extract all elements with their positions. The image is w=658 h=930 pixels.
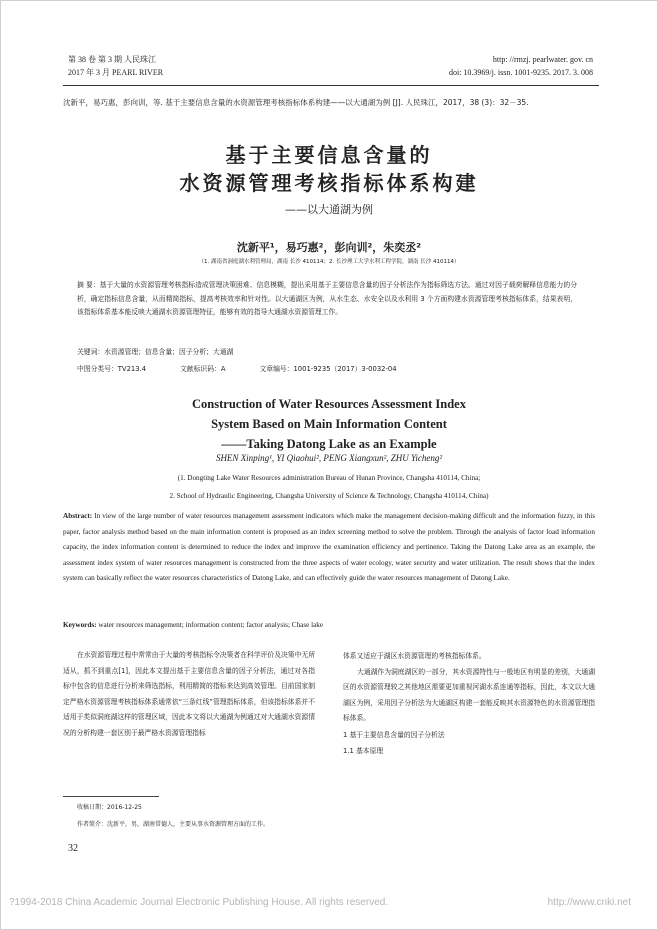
subsection-heading: 1.1 基本原理 <box>343 747 384 755</box>
journal-url[interactable]: http: //rmzj. pearlwater. gov. cn <box>492 55 593 64</box>
chinese-keywords: 关键词：水资源管理；信息含量；因子分析；大通湖 <box>77 348 234 356</box>
footnote-received-date: 收稿日期：2016-12-25 <box>77 804 142 811</box>
english-affiliation-2: 2. School of Hydraulic Engineering, Changsha University of Science & Technology, Changsha 410114, China) <box>169 492 489 500</box>
body-column-right <box>343 648 595 760</box>
chinese-title <box>1 141 657 197</box>
journal-date: 2017 年 3 月 PEARL RIVER <box>68 68 164 77</box>
english-keywords <box>63 621 595 629</box>
chinese-affiliations: （1. 湖南省洞庭湖水利管理局，湖南 长沙 410114；2. 长沙理工大学水利工程学院，湖南 长沙 410114） <box>198 259 460 265</box>
keywords-label: Keywords: <box>63 621 97 629</box>
footnote-author-bio: 作者简介：沈新平，男，湖南常德人，主要从事水资源管理方面的工作。 <box>77 821 270 828</box>
article-number: 文章编号：1001-9235（2017）3-0032-04 <box>259 365 397 373</box>
abstract-label: Abstract: <box>63 512 93 520</box>
english-abstract <box>63 509 595 587</box>
english-affiliations <box>1 469 657 505</box>
english-authors: SHEN Xinping¹, YI Qiaohui², PENG Xiangxun², ZHU Yicheng² <box>215 453 443 463</box>
paragraph: 大通湖作为洞庭湖区的一部分，其水资源特性与一般地区有明显的差别，大通湖区的水资源管理较之其他地区需要更加重视河湖水系连通等指标，因此，本文以大通湖区为例，采用因子分析法为大通湖区构建一套能反映其水资源特色的水资源管理指标体系。 <box>343 667 595 722</box>
running-header-right <box>449 53 593 79</box>
english-title-line-3: ——Taking Datong Lake as an Example <box>221 437 437 451</box>
chinese-abstract: 摘 要：基于大量的水资源管理考核指标造成管理决策困难、信息模糊，提出采用基于主要信息含量的因子分析法作为指标筛选方法。通过对因子载荷解释信息能力的分析，确定指标信息含量，从而精简指标，提高考核效率和针对性。以大通湖区为例，从水生态、水安全以及水利用 3 个方面构建水资源管理考核指标体系，结果表明，该指标体系基本能反映大通湖水资源管理特征，能够有效的指导大通湖水资源管理工作。 <box>77 281 577 316</box>
section-heading: 1 基于主要信息含量的因子分析法 <box>343 730 445 739</box>
classification-line <box>77 363 577 373</box>
journal-volume: 第 38 卷 第 3 期 人民珠江 <box>68 55 156 64</box>
citation: 沈新平，易巧惠，彭向训，等. 基于主要信息含量的水资源管理考核指标体系构建——以大通湖为例 [J]. 人民珠江，2017，38 (3)：32－35. <box>63 98 529 107</box>
english-title-line-2: System Based on Main Information Content <box>211 417 447 431</box>
document-code: 文献标识码：A <box>180 365 226 373</box>
english-title-line-1: Construction of Water Resources Assessment Index <box>192 397 466 411</box>
header-rule <box>63 85 599 86</box>
paragraph-continued: 体系又适应于湖区水资源管理的考核指标体系。 <box>343 652 486 660</box>
chinese-subtitle: ——以大通湖为例 <box>285 203 373 216</box>
chinese-authors: 沈新平¹，易巧惠²，彭向训²，朱奕丞² <box>236 241 422 254</box>
english-affiliation-1: (1. Dongting Lake Water Resources administration Bureau of Hunan Province, Changsha 410114, China; <box>177 474 481 482</box>
clc-number: 中图分类号：TV213.4 <box>77 365 147 373</box>
keywords-text: water resources management; information content; factor analysis; Chase lake <box>96 621 324 629</box>
chinese-title-line-2: 水资源管理考核指标体系构建 <box>179 171 479 195</box>
running-header-left <box>68 53 163 79</box>
footnote-rule <box>63 796 159 797</box>
doi: doi: 10.3969/j. issn. 1001-9235. 2017. 3. 008 <box>448 68 593 77</box>
abstract-text: In view of the large number of water resources management assessment indicators which make the management decision-making difficult and the information fuzzy, in this paper, factor analysis method based on the main information content is proposed as an index screening method to solve the problem. Through the analysis of factor load information capacity, the index information content is determined to reduce the index and improve the examination efficiency and pertinence. Taking the Datong Lake area as an example, the assessment index system of water resources management is constructed from the three aspects of water ecology, water security and water utilization. The result shows that the index system can basically reflect the water resources characteristics of Datong Lake, and can effectively guide the water resources management of Datong Lake. <box>63 512 595 583</box>
page-number: 32 <box>68 843 78 854</box>
paragraph: 在水资源管理过程中常常由于大量的考核指标令决策者在科学评价及决策中无所适从，抓不到重点[1]，因此本文提出基于主要信息含量的因子分析法，通过对各指标中包含的信息进行分析来筛选指标，利用精简的指标来达到高效管理。目前国家制定严格水资源管理考核指标体系通常依“三条红线”管理指标体系，但该指标体系并不适用于类似洞庭湖这样的管理区域，因此本文将以大通湖为例通过对大通湖水资源情况的分析构建一套区别于最严格水资源管理指标 <box>63 651 315 737</box>
copyright-watermark: ?1994-2018 China Academic Journal Electronic Publishing House. All rights reserved. <box>9 897 389 908</box>
cnki-url-watermark[interactable]: http://www.cnki.net <box>547 897 631 908</box>
english-title <box>1 394 657 454</box>
body-column-left <box>63 648 315 741</box>
chinese-title-line-1: 基于主要信息含量的 <box>225 143 433 167</box>
